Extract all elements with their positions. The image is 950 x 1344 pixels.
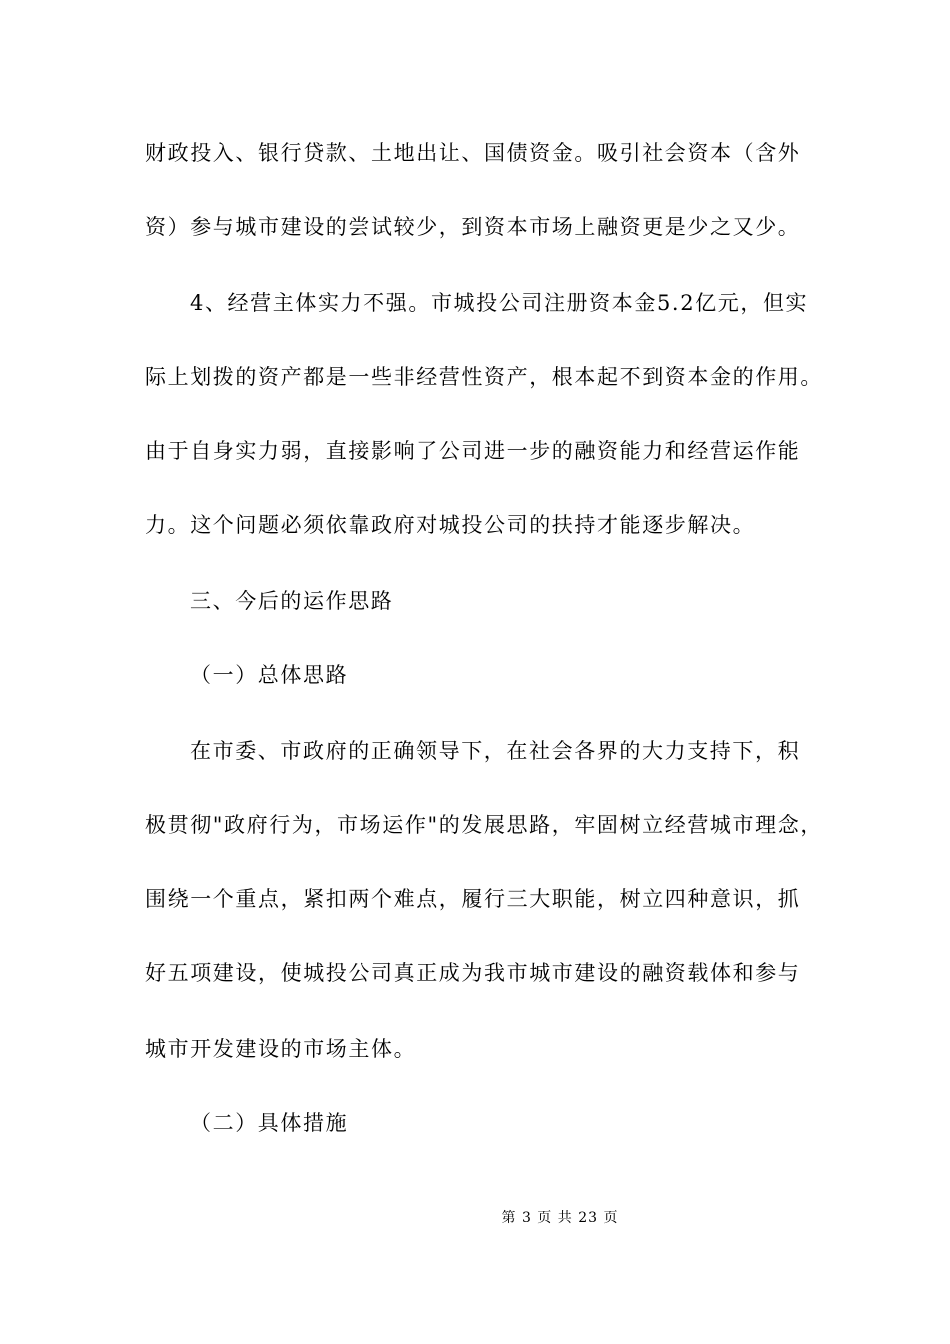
paragraph-line: 好五项建设，使城投公司真正成为我市城市建设的融资载体和参与 [145, 961, 801, 985]
subsection-heading: （一）总体思路 [190, 663, 349, 687]
paragraph-line: 在市委、市政府的正确领导下，在社会各界的大力支持下，积 [190, 739, 801, 763]
paragraph-line: 资）参与城市建设的尝试较少，到资本市场上融资更是少之又少。 [145, 215, 801, 239]
paragraph-line: 极贯彻"政府行为，市场运作"的发展思路，牢固树立经营城市理念， [145, 813, 823, 837]
paragraph-line: 由于自身实力弱，直接影响了公司进一步的融资能力和经营运作能 [145, 439, 801, 463]
paragraph-line: 城市开发建设的市场主体。 [145, 1037, 417, 1061]
subsection-heading: （二）具体措施 [190, 1111, 349, 1135]
paragraph-line: 财政投入、银行贷款、土地出让、国债资金。吸引社会资本（含外 [145, 141, 801, 165]
paragraph-line: 围绕一个重点，紧扣两个难点，履行三大职能，树立四种意识，抓 [145, 887, 801, 911]
paragraph-line: 际上划拨的资产都是一些非经营性资产，根本起不到资本金的作用。 [145, 365, 823, 389]
section-heading: 三、今后的运作思路 [190, 589, 394, 613]
page-number-footer: 第 3 页 共 23 页 [501, 1210, 619, 1226]
paragraph-line: 力。这个问题必须依靠政府对城投公司的扶持才能逐步解决。 [145, 513, 756, 537]
paragraph-line: 4、经营主体实力不强。市城投公司注册资本金5.2亿元，但实 [190, 291, 809, 315]
